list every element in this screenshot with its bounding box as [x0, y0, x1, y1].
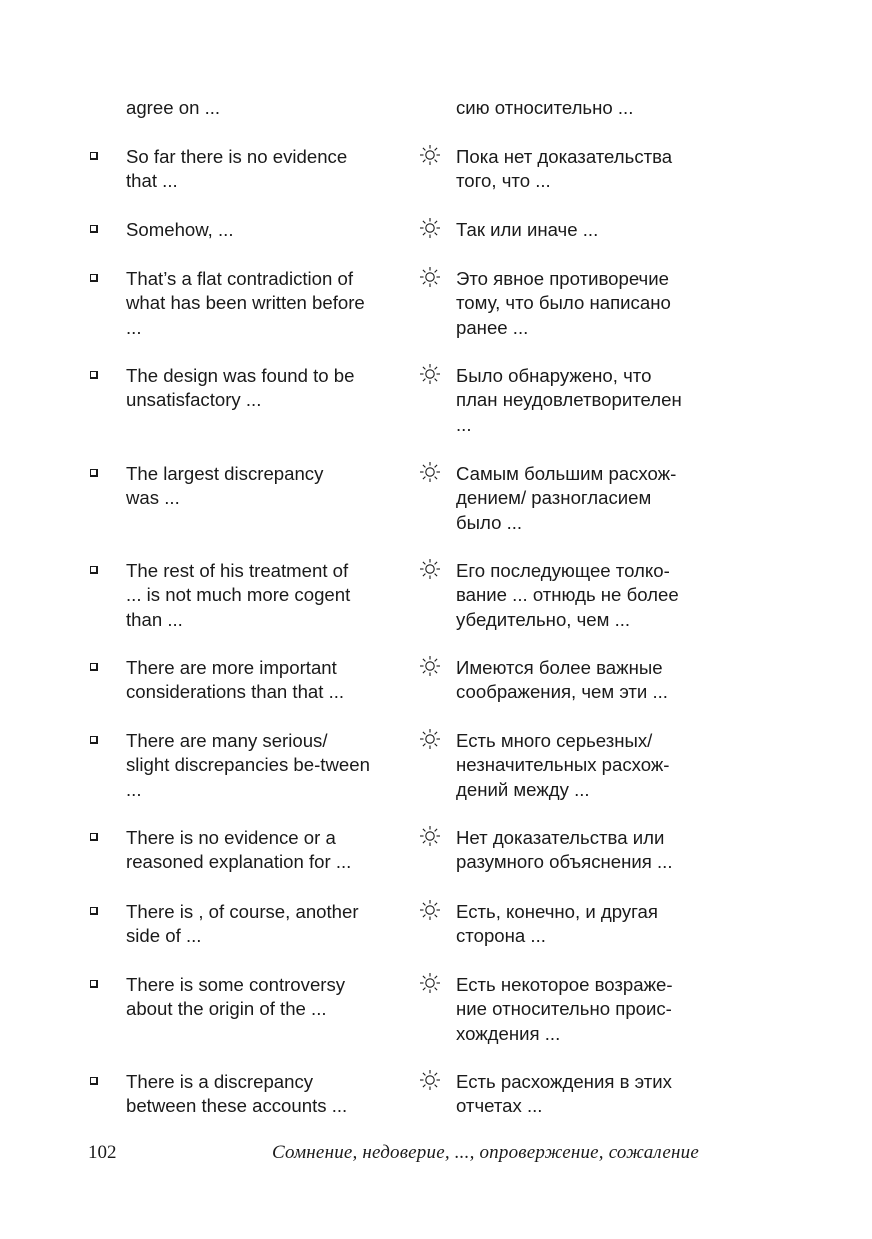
russian-translation: Есть, конечно, и другая сторона ...: [456, 901, 658, 947]
checkbox-bullet-icon: [90, 469, 98, 477]
english-phrase: There are many serious/ slight discrepancies be-tween ...: [126, 730, 370, 800]
english-phrase: There is some controversy about the origin of the ...: [126, 974, 346, 1020]
continuation-english: agree on ...: [126, 97, 221, 118]
sun-icon: [419, 972, 441, 994]
sun-icon: [419, 728, 441, 750]
english-phrase: The design was found to be unsatisfactory ...: [126, 365, 355, 411]
checkbox-bullet-icon: [90, 566, 98, 574]
english-phrase: That’s a flat contradiction of what has been written before ...: [126, 268, 365, 338]
russian-translation: Нет доказательства или разумного объяснения ...: [456, 827, 673, 873]
sun-icon: [419, 899, 441, 921]
checkbox-bullet-icon: [90, 663, 98, 671]
checkbox-bullet-icon: [90, 1077, 98, 1085]
sun-icon: [419, 217, 441, 239]
russian-translation: Его последующее толко- вание ... отнюдь не более убедительно, чем ...: [456, 560, 679, 630]
checkbox-bullet-icon: [90, 225, 98, 233]
russian-translation: Есть некоторое возраже- ние относительно проис- хождения ...: [456, 974, 673, 1044]
checkbox-bullet-icon: [90, 833, 98, 841]
checkbox-bullet-icon: [90, 371, 98, 379]
checkbox-bullet-icon: [90, 274, 98, 282]
english-phrase: The largest discrepancy was ...: [126, 463, 324, 509]
checkbox-bullet-icon: [90, 980, 98, 988]
page-number: 102: [88, 1142, 117, 1163]
running-footer-title: Сомнение, недоверие, ..., опровержение, сожаление: [272, 1142, 699, 1163]
english-phrase: There are more important considerations than that ...: [126, 657, 345, 703]
russian-translation: Имеются более важные соображения, чем эти ...: [456, 657, 668, 703]
russian-translation: Самым большим расхож- дением/ разногласием было ...: [456, 463, 677, 533]
english-phrase: The rest of his treatment of ... is not much more cogent than ...: [126, 560, 351, 630]
sun-icon: [419, 144, 441, 166]
russian-translation: Так или иначе ...: [456, 219, 599, 240]
sun-icon: [419, 266, 441, 288]
english-phrase: There is , of course, another side of ...: [126, 901, 359, 947]
russian-translation: Было обнаружено, что план неудовлетворителен ...: [456, 365, 682, 435]
english-phrase: There is a discrepancy between these accounts ...: [126, 1071, 348, 1117]
sun-icon: [419, 363, 441, 385]
sun-icon: [419, 558, 441, 580]
checkbox-bullet-icon: [90, 907, 98, 915]
checkbox-bullet-icon: [90, 736, 98, 744]
english-phrase: Somehow, ...: [126, 219, 234, 240]
sun-icon: [419, 825, 441, 847]
russian-translation: Есть много серьезных/ незначительных расхож- дений между ...: [456, 730, 670, 800]
english-phrase: There is no evidence or a reasoned explanation for ...: [126, 827, 352, 873]
checkbox-bullet-icon: [90, 152, 98, 160]
russian-translation: Это явное противоречие тому, что было написано ранее ...: [456, 268, 671, 338]
sun-icon: [419, 461, 441, 483]
sun-icon: [419, 1069, 441, 1091]
continuation-russian: сию относительно ...: [456, 97, 634, 118]
english-phrase: So far there is no evidence that ...: [126, 146, 348, 192]
russian-translation: Пока нет доказательства того, что ...: [456, 146, 673, 192]
sun-icon: [419, 655, 441, 677]
russian-translation: Есть расхождения в этих отчетах ...: [456, 1071, 672, 1117]
